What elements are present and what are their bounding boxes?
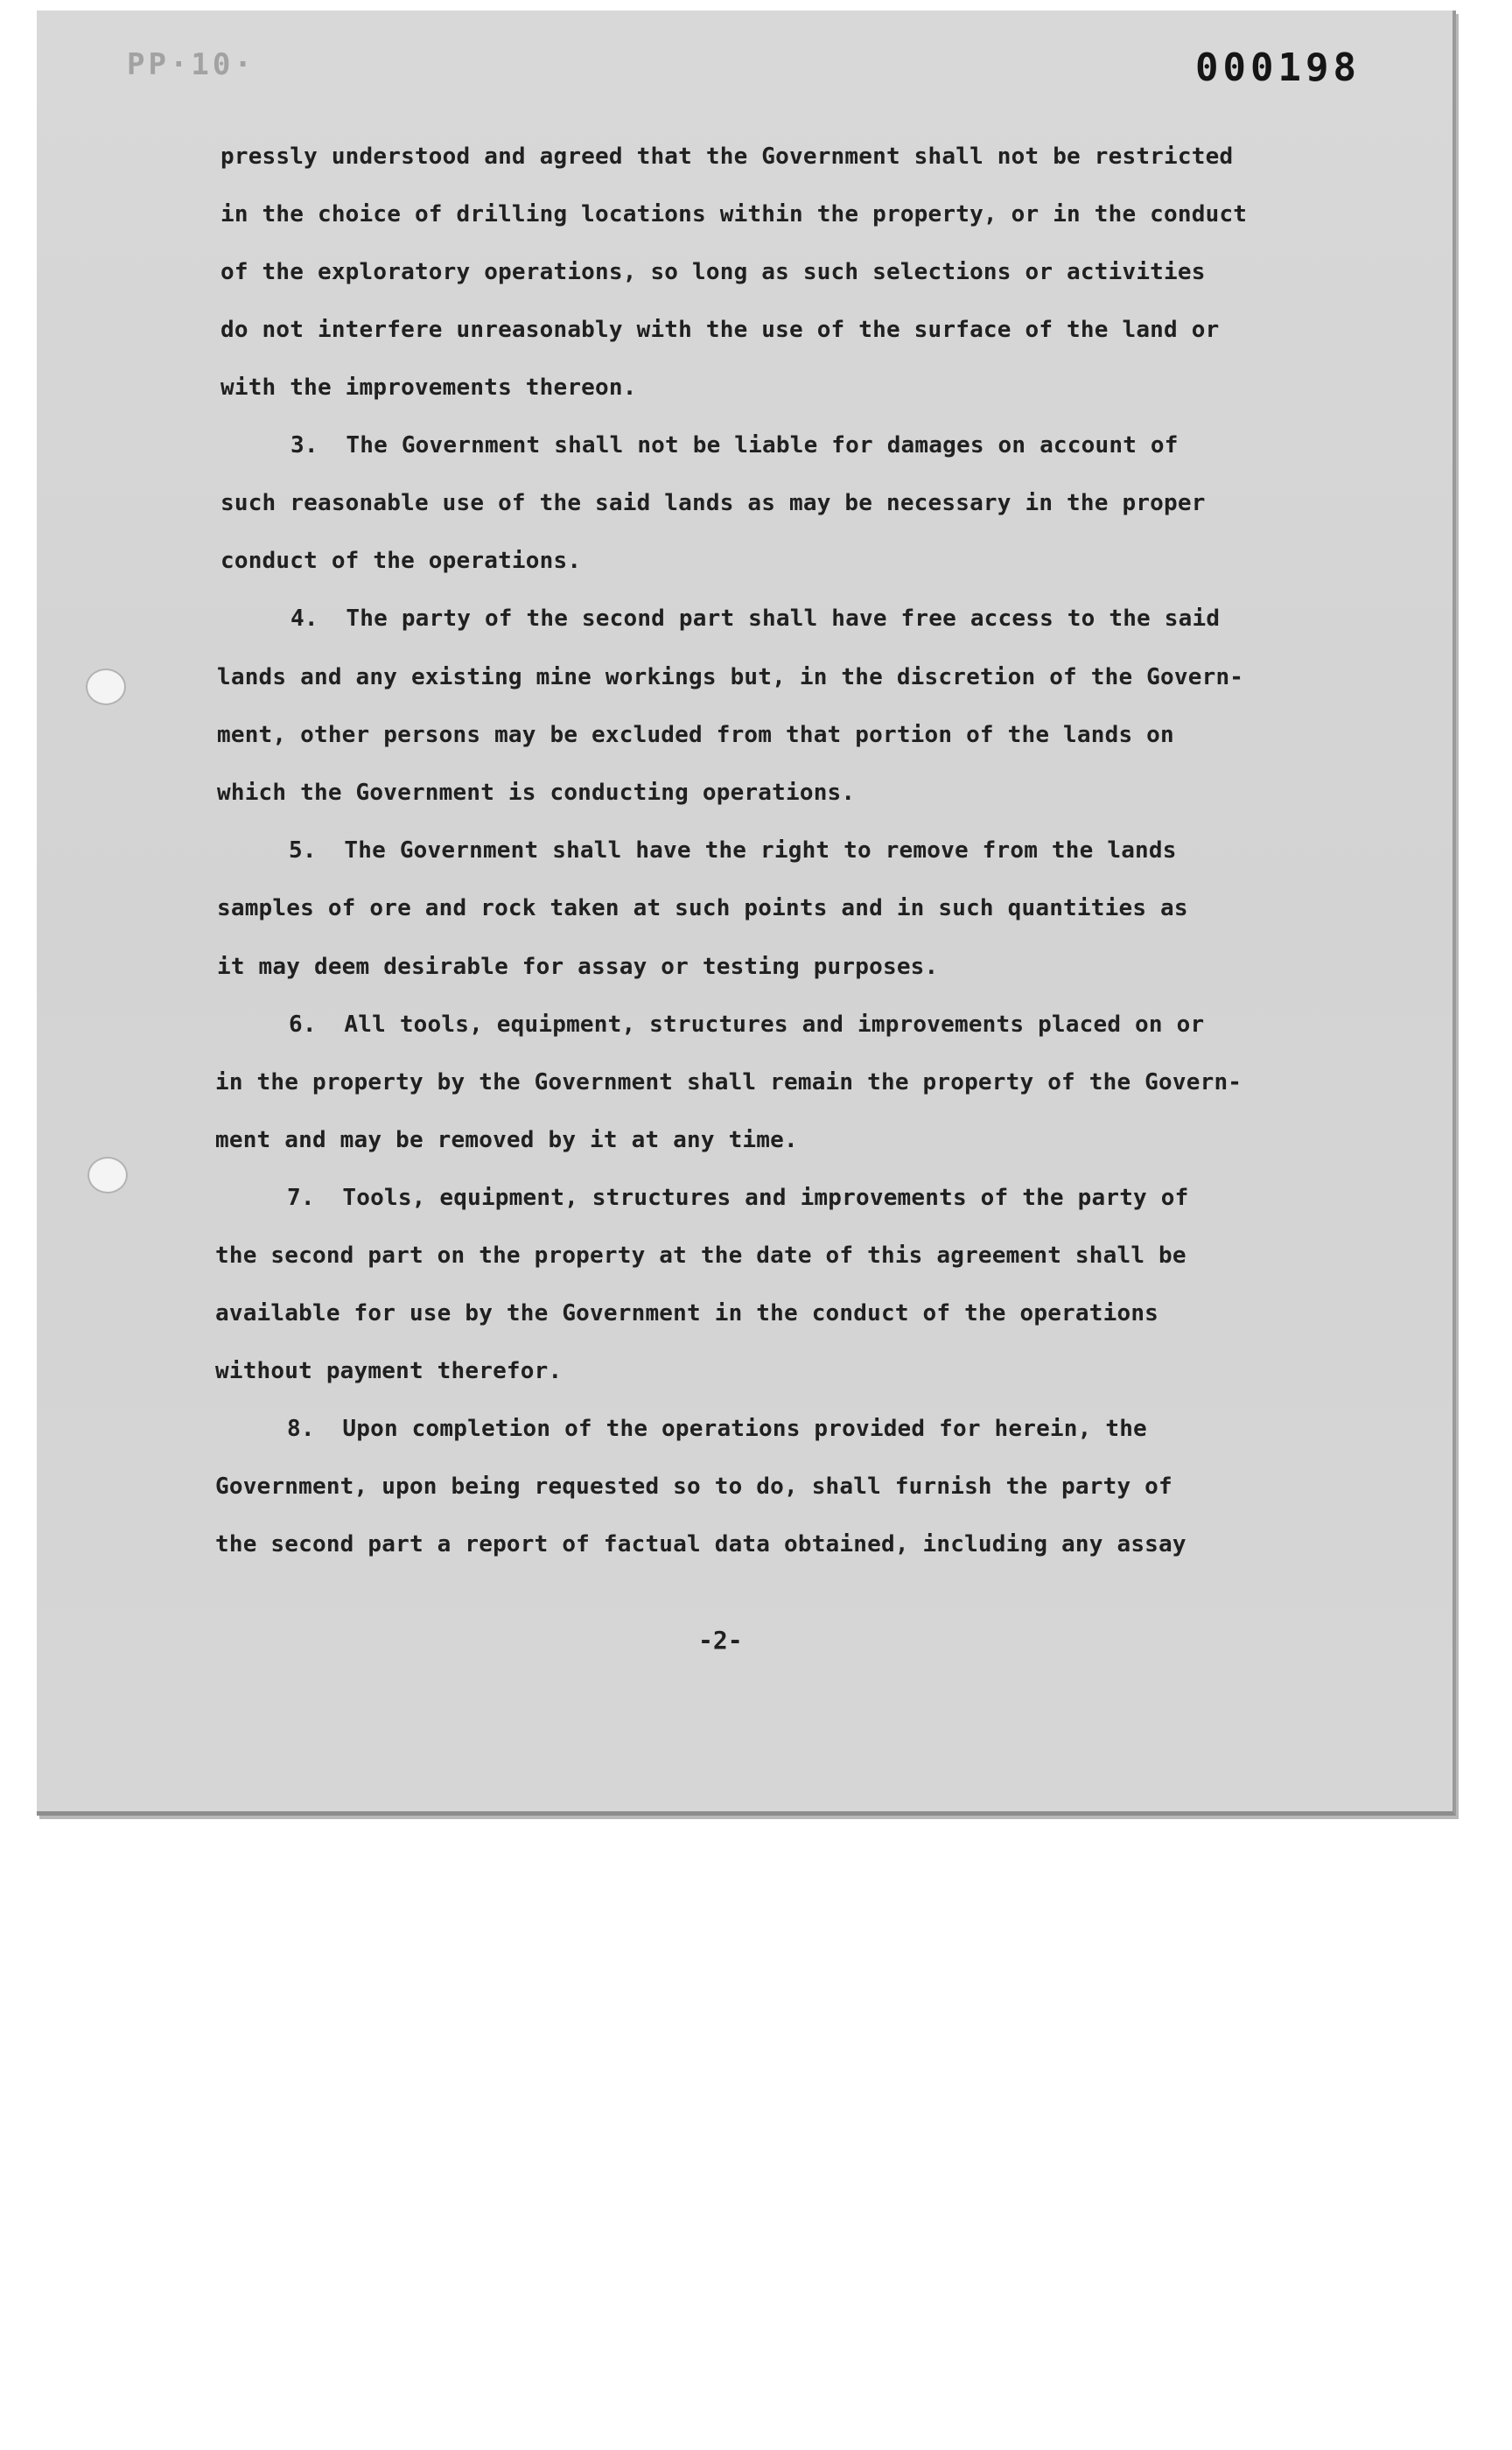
text-line: ment, other persons may be excluded from that portion of the lands on [217,722,1174,748]
text-line: Government, upon being requested so to do, shall furnish the party of [215,1474,1172,1500]
text-line: which the Government is conducting operations. [217,780,856,806]
paragraph-8-start: 8. Upon completion of the operations provided for herein, the [287,1416,1147,1442]
page-number: -2- [698,1626,743,1655]
text-line: with the improvements thereon. [220,374,637,401]
text-line: lands and any existing mine workings but, in the discretion of the Govern- [217,664,1244,690]
paragraph-6-start: 6. All tools, equipment, structures and improvements placed on or [289,1012,1205,1038]
text-line: without payment therefor. [215,1358,563,1384]
text-line: available for use by the Government in the conduct of the operations [215,1300,1159,1326]
punch-hole [86,668,126,705]
text-line: pressly understood and agreed that the Government shall not be restricted [220,144,1234,170]
punch-hole [88,1157,128,1194]
text-line: the second part a report of factual data obtained, including any assay [215,1531,1186,1558]
text-line: in the property by the Government shall remain the property of the Govern- [215,1069,1242,1096]
paragraph-7-start: 7. Tools, equipment, structures and improvements of the party of [287,1185,1189,1211]
document-page [37,10,1456,1816]
text-line: it may deem desirable for assay or testing purposes. [217,954,939,980]
text-line: conduct of the operations. [220,548,582,574]
paragraph-4-start: 4. The party of the second part shall have free access to the said [290,606,1221,632]
text-line: such reasonable use of the said lands as may be necessary in the proper [220,490,1206,516]
text-line: the second part on the property at the date of this agreement shall be [215,1242,1186,1269]
text-line: of the exploratory operations, so long as such selections or activities [220,259,1206,285]
corner-stamp: PP·10· [127,47,256,82]
text-line: samples of ore and rock taken at such points and in such quantities as [217,895,1188,921]
paragraph-5-start: 5. The Government shall have the right to remove from the lands [289,837,1177,864]
text-line: do not interfere unreasonably with the use of the surface of the land or [220,317,1220,343]
text-line: ment and may be removed by it at any time. [215,1127,798,1153]
paragraph-3-start: 3. The Government shall not be liable for damages on account of [290,432,1179,458]
document-number: 000198 [1195,46,1361,90]
text-line: in the choice of drilling locations within the property, or in the conduct [220,201,1248,228]
